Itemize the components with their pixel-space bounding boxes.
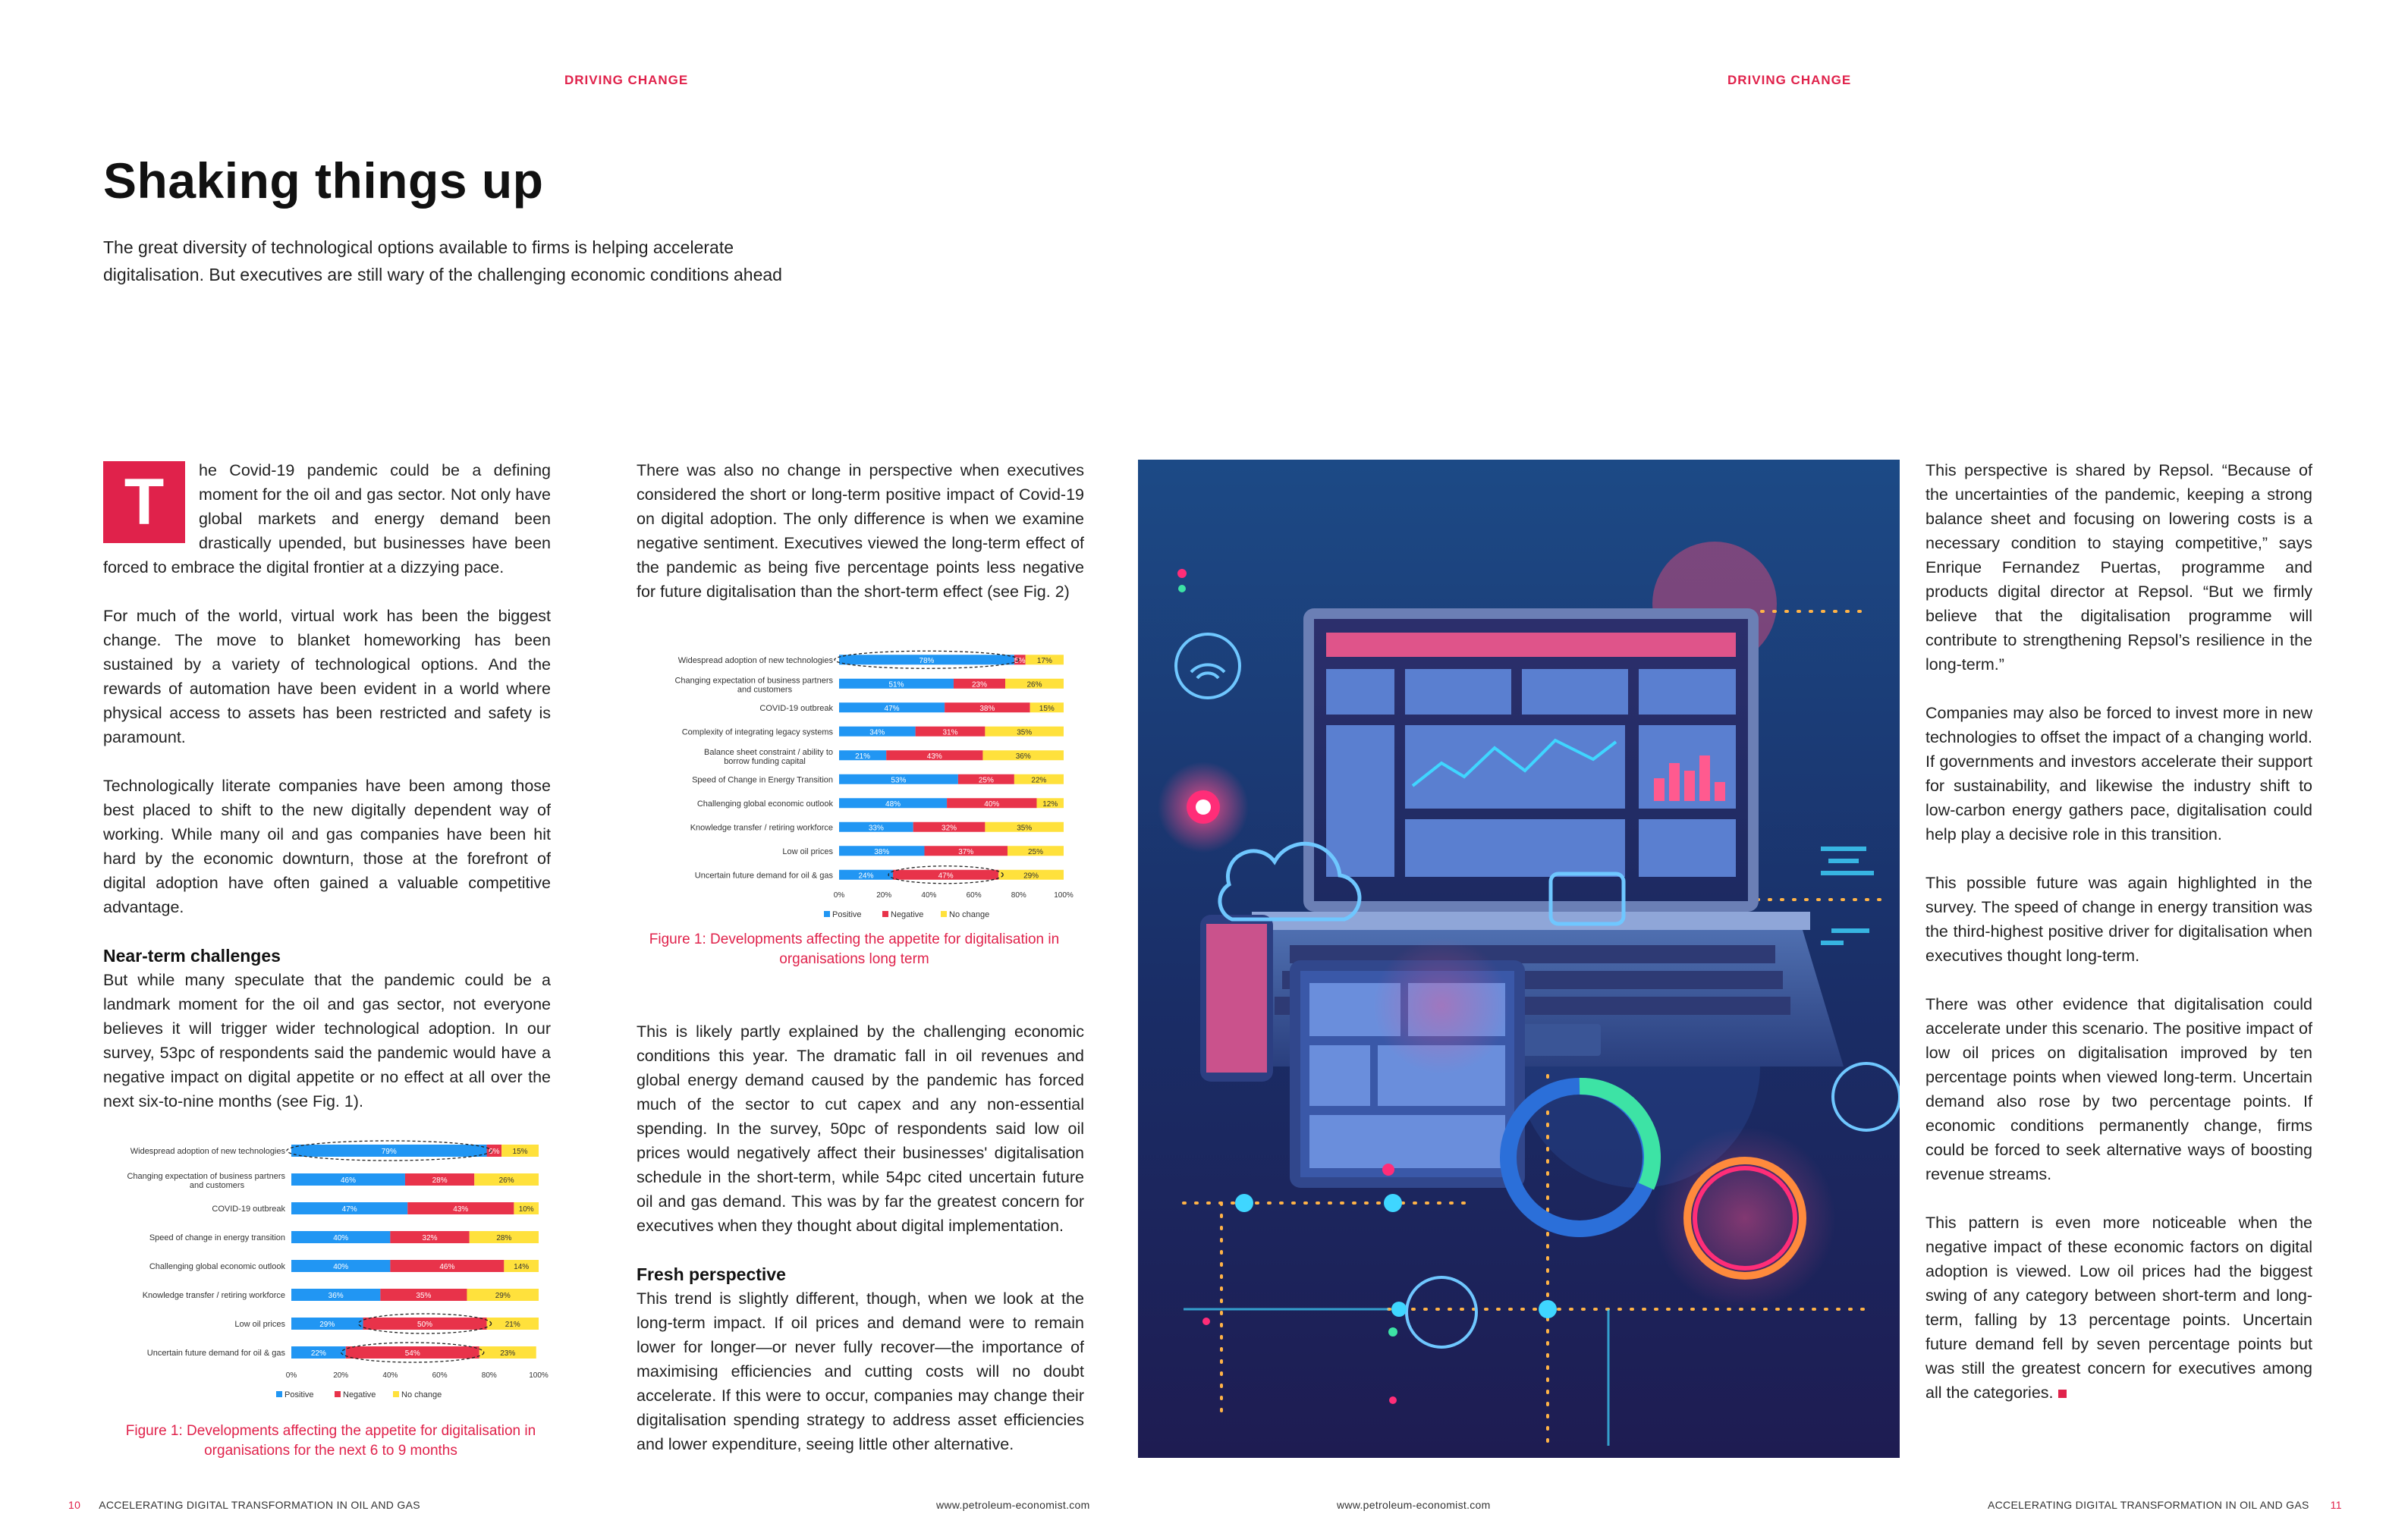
footer-left-url[interactable]: www.petroleum-economist.com bbox=[936, 1499, 1090, 1511]
data-label: 21% bbox=[505, 1321, 520, 1329]
figure-2-chart bbox=[611, 645, 1089, 925]
legend-label: Positive bbox=[284, 1390, 314, 1399]
category-label: Changing expectation of business partners and customers bbox=[127, 1172, 285, 1190]
data-label: 33% bbox=[868, 824, 884, 833]
data-label: 22% bbox=[310, 1349, 326, 1358]
data-label: 34% bbox=[869, 728, 885, 737]
data-label: 28% bbox=[432, 1176, 448, 1185]
category-label: Challenging global economic outlook bbox=[696, 799, 833, 809]
data-label: 50% bbox=[417, 1321, 433, 1329]
legend-swatch bbox=[276, 1391, 282, 1397]
data-label: 40% bbox=[333, 1234, 349, 1242]
article-paragraph bbox=[103, 458, 551, 580]
x-tick-label: 60% bbox=[966, 891, 982, 900]
category-label: Challenging global economic outlook bbox=[149, 1262, 285, 1271]
data-label: 29% bbox=[1023, 872, 1039, 881]
figure-1-chart bbox=[103, 1133, 558, 1414]
data-label: 24% bbox=[858, 872, 874, 881]
data-label: 28% bbox=[496, 1234, 512, 1242]
article-column-1 bbox=[103, 458, 551, 1138]
x-tick-label: 100% bbox=[1054, 891, 1074, 900]
category-label: Complexity of integrating legacy systems bbox=[681, 727, 833, 737]
data-label: 21% bbox=[855, 752, 871, 761]
category-label: Uncertain future demand for oil & gas bbox=[146, 1349, 285, 1358]
article-paragraph bbox=[1925, 1211, 2312, 1405]
article-paragraph: This perspective is shared by Repsol. “Because of the uncertainties of the pandemic, keeping a strong balance sheet and focusing on lowering costs is a necessary condition to staying competitive,” says Enrique Fernandez Puertas, programme and products digital director at Repsol. “But we firmly believe that the digitalisation programme will contribute to strengthening Repsol’s resilience in the long-term.” bbox=[1925, 461, 2312, 674]
category-label: Knowledge transfer / retiring workforce bbox=[142, 1291, 285, 1300]
data-label: 48% bbox=[885, 799, 901, 809]
category-label: Speed of Change in Energy Transition bbox=[692, 775, 833, 785]
article-paragraph: There was also no change in perspective when executives considered the short or long-term positive impact of Covid-19 on digital adoption. The only difference is when we examine negative sentiment. Executives viewed the long-term effect of the pandemic as being five percentage points less negative for future digitalisation than the short-term effect (see Fig. 2) bbox=[637, 461, 1084, 601]
data-label: 47% bbox=[938, 872, 954, 881]
data-label: 29% bbox=[319, 1321, 335, 1329]
legend-label: Positive bbox=[832, 910, 862, 919]
article-paragraph: There was other evidence that digitalisation could accelerate under this scenario. The positive impact of low oil prices on digitalisation improved by ten percentage points when viewed long-term. Uncertain demand also rose by two percentage points. If economic conditions permanently change, firms could be forced to seek alternative ways of boosting revenue streams. bbox=[1925, 995, 2312, 1183]
end-mark-icon bbox=[2058, 1390, 2067, 1398]
article-paragraph: This trend is slightly different, though, when we look at the long-term impact. If oil prices and demand were to remain lower for longer—or never fully recover—the importance of maximising efficiencies and cutting costs will no doubt accelerate. If this were to occur, companies may change their digitalisation spending strategy to address asset efficiencies and lower expenditure, seeing little other alternative. bbox=[637, 1289, 1084, 1453]
data-label: 40% bbox=[984, 799, 1000, 809]
x-tick-label: 40% bbox=[382, 1371, 398, 1380]
legend-label: Negative bbox=[343, 1390, 376, 1399]
data-label: 12% bbox=[1042, 799, 1058, 809]
data-label: 46% bbox=[340, 1176, 356, 1185]
section-tag-left: DRIVING CHANGE bbox=[564, 73, 689, 87]
legend-swatch bbox=[824, 911, 830, 917]
paragraph-text: he Covid-19 pandemic could be a defining moment for the oil and gas sector. Not only have global markets and energy demand been drastically upended, but businesses have been forced to embrace the digital frontier at a dizzying pace. bbox=[103, 461, 551, 576]
data-label: 17% bbox=[1036, 656, 1052, 665]
subheading: Near-term challenges bbox=[103, 946, 281, 966]
data-label: 40% bbox=[333, 1263, 349, 1271]
data-label: 15% bbox=[1039, 704, 1055, 713]
data-label: 43% bbox=[926, 752, 942, 761]
x-tick-label: 80% bbox=[481, 1371, 497, 1380]
legend-label: Negative bbox=[891, 910, 924, 919]
data-label: 35% bbox=[1017, 728, 1033, 737]
data-label: 54% bbox=[404, 1349, 420, 1358]
data-label: 47% bbox=[884, 704, 900, 713]
data-label: 23% bbox=[971, 680, 988, 689]
article-column-3 bbox=[1925, 458, 2312, 1429]
data-label: 36% bbox=[328, 1292, 344, 1300]
data-label: 22% bbox=[1031, 776, 1047, 785]
publication-title: ACCELERATING DIGITAL TRANSFORMATION IN OIL AND GAS bbox=[1988, 1499, 2309, 1511]
x-tick-label: 20% bbox=[876, 891, 892, 900]
article-title: Shaking things up bbox=[103, 152, 544, 209]
data-label: 5% bbox=[1014, 656, 1026, 665]
figure-2-caption: Figure 1: Developments affecting the appetite for digitalisation in organisations long term bbox=[649, 931, 1060, 967]
footer-right-url[interactable]: www.petroleum-economist.com bbox=[1337, 1499, 1491, 1511]
data-label: 46% bbox=[439, 1263, 455, 1271]
data-label: 26% bbox=[1026, 680, 1042, 689]
data-label: 32% bbox=[422, 1234, 438, 1242]
page-number: 10 bbox=[68, 1499, 81, 1511]
paragraph-text: This pattern is even more noticeable when the negative impact of these economic factors on digital adoption is viewed. Low oil prices had the biggest swing of any category between short-term and long-term, falling by 13 percentage points. Uncertain future demand fell by seven percentage points but was still the greatest concern for executives among all the categories. bbox=[1925, 1214, 2312, 1402]
legend-swatch bbox=[393, 1391, 399, 1397]
data-label: 43% bbox=[453, 1205, 469, 1214]
x-tick-label: 20% bbox=[333, 1371, 349, 1380]
category-label: Balance sheet constraint / ability to borrow funding capital bbox=[704, 747, 833, 766]
data-label: 36% bbox=[1015, 752, 1031, 761]
category-label: Knowledge transfer / retiring workforce bbox=[690, 823, 833, 833]
article-standfirst: The great diversity of technological options available to firms is helping accelerate digitalisation. But executives are still wary of the challenging economic conditions ahead bbox=[103, 237, 782, 284]
x-tick-label: 100% bbox=[529, 1371, 549, 1380]
data-label: 79% bbox=[381, 1148, 397, 1156]
category-label: Speed of change in energy transition bbox=[149, 1233, 285, 1242]
laptop-digital-illustration bbox=[1138, 460, 1900, 1458]
data-label: 38% bbox=[979, 704, 995, 713]
data-label: 15% bbox=[512, 1148, 528, 1156]
data-label: 6% bbox=[489, 1148, 500, 1156]
x-tick-label: 0% bbox=[285, 1371, 297, 1380]
article-paragraph: For much of the world, virtual work has been the biggest change. The move to blanket homeworking has been sustained by a variety of technological options. And the rewards of automation have been evident in a world where physical access to assets has been restricted and safety is paramount. bbox=[103, 607, 551, 746]
subheading: Fresh perspective bbox=[637, 1264, 786, 1284]
legend-swatch bbox=[941, 911, 947, 917]
legend-label: No change bbox=[401, 1390, 442, 1399]
article-paragraph: This possible future was again highlighted in the survey. The speed of change in energy transition was the third-highest positive driver for digitalisation when executives thought long-term. bbox=[1925, 874, 2312, 965]
category-label: Widespread adoption of new technologies bbox=[677, 655, 833, 665]
data-label: 78% bbox=[919, 656, 935, 665]
category-label: COVID-19 outbreak bbox=[212, 1205, 285, 1214]
category-label: COVID-19 outbreak bbox=[759, 703, 833, 713]
legend-label: No change bbox=[949, 910, 990, 919]
data-label: 31% bbox=[942, 728, 958, 737]
data-label: 29% bbox=[495, 1292, 511, 1300]
data-label: 37% bbox=[958, 847, 974, 856]
category-label: Low oil prices bbox=[234, 1320, 285, 1329]
x-tick-label: 60% bbox=[432, 1371, 448, 1380]
drop-cap: T bbox=[103, 461, 185, 543]
data-label: 25% bbox=[1027, 847, 1044, 856]
data-label: 38% bbox=[874, 847, 890, 856]
article-paragraph: This is likely partly explained by the challenging economic conditions this year. The dramatic fall in oil revenues and global energy demand caused by the pandemic has forced much of the sector to cut capex and any non-essential spending. In the survey, 50pc of respondents said low oil prices would negatively affect their businesses' digitalisation schedule in the short-term, while 54pc cited uncertain future oil and gas demand. This was by far the greatest concern for executives when they thought about digital implementation. bbox=[637, 1022, 1084, 1235]
legend-swatch bbox=[335, 1391, 341, 1397]
data-label: 10% bbox=[518, 1205, 534, 1214]
data-label: 51% bbox=[888, 680, 904, 689]
data-label: 26% bbox=[498, 1176, 514, 1185]
page-number: 11 bbox=[2330, 1499, 2342, 1511]
category-label: Low oil prices bbox=[782, 847, 833, 856]
article-column-2 bbox=[637, 458, 1084, 628]
data-label: 32% bbox=[942, 824, 957, 833]
article-paragraph: But while many speculate that the pandemic could be a landmark moment for the oil and gas sector, not everyone believes it will trigger wider technological adoption. In our survey, 53pc of respondents said the pandemic would have a negative impact on digital appetite or no effect at all over the next six-to-nine months (see Fig. 1). bbox=[103, 971, 551, 1110]
figure-1-caption: Figure 1: Developments affecting the appetite for digitalisation in organisations for the next 6 to 9 months bbox=[125, 1423, 536, 1459]
data-label: 25% bbox=[978, 776, 994, 785]
data-label: 14% bbox=[514, 1263, 530, 1271]
legend-swatch bbox=[882, 911, 888, 917]
footer-left bbox=[68, 1499, 420, 1511]
footer-right bbox=[1988, 1499, 2342, 1511]
category-label: Uncertain future demand for oil & gas bbox=[694, 871, 833, 881]
data-label: 35% bbox=[1017, 824, 1033, 833]
article-paragraph: Technologically literate companies have been among those best placed to shift to the new digitally dependent way of working. While many oil and gas companies have been hit hard by the economic downturn, those at the forefront of digital adoption have often gained a valuable competitive advantage. bbox=[103, 777, 551, 916]
data-label: 53% bbox=[891, 776, 907, 785]
category-label: Widespread adoption of new technologies bbox=[130, 1147, 285, 1156]
article-paragraph: Companies may also be forced to invest more in new technologies to offset the impact of a changing world. If governments and investors accelerate their support for sustainability, and likewise the industry shift to low-carbon energy gathers pace, digitalisation could help play a decisive role in this transition. bbox=[1925, 704, 2312, 843]
section-tag-right: DRIVING CHANGE bbox=[1727, 73, 1852, 87]
data-label: 47% bbox=[341, 1205, 357, 1214]
data-label: 23% bbox=[500, 1349, 516, 1358]
publication-title: ACCELERATING DIGITAL TRANSFORMATION IN OIL AND GAS bbox=[99, 1499, 420, 1511]
x-tick-label: 0% bbox=[833, 891, 845, 900]
category-label: Changing expectation of business partners and customers bbox=[674, 676, 833, 695]
data-label: 35% bbox=[416, 1292, 432, 1300]
x-tick-label: 40% bbox=[921, 891, 937, 900]
article-column-2-continued bbox=[637, 1019, 1084, 1481]
x-tick-label: 80% bbox=[1011, 891, 1026, 900]
